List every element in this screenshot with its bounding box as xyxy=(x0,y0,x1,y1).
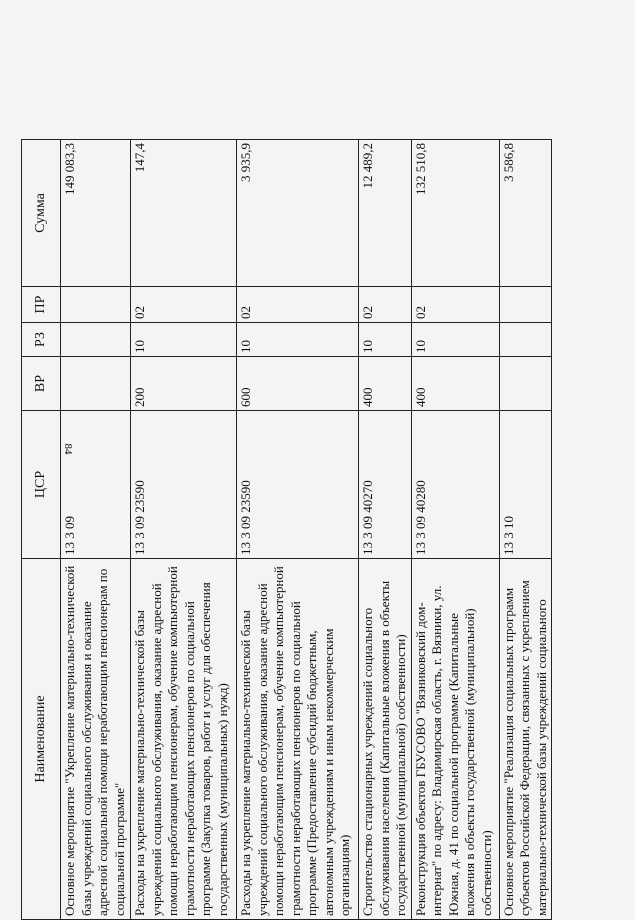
cell-vr: 400 xyxy=(411,357,499,411)
cell-sum: 3 586,8 xyxy=(499,140,552,287)
table-row xyxy=(499,140,552,920)
cell-vr xyxy=(499,357,552,411)
cell-vr: 600 xyxy=(237,357,359,411)
cell-csr: 13 3 09 40280 xyxy=(411,411,499,559)
table-row xyxy=(411,140,499,920)
cell-pr: 02 xyxy=(359,287,412,323)
table-row xyxy=(61,140,131,920)
cell-sum: 149 083,3 xyxy=(61,140,131,287)
header-rz: РЗ xyxy=(22,323,61,357)
cell-pr: 02 xyxy=(237,287,359,323)
cell-rz: 10 xyxy=(359,323,412,357)
cell-rz: 10 xyxy=(411,323,499,357)
cell-sum: 3 935,9 xyxy=(237,140,359,287)
cell-name: Основное мероприятие "Укрепление материально-технической базы учреждений социального обслуживания и оказание адресной социальной помощи неработающим пенсионерам по социальной программе" xyxy=(61,559,131,920)
cell-vr: 200 xyxy=(131,357,237,411)
cell-rz xyxy=(61,323,131,357)
header-sum: Сумма xyxy=(22,140,61,287)
table-row xyxy=(131,140,237,920)
cell-sum: 12 489,2 xyxy=(359,140,412,287)
table-row xyxy=(359,140,412,920)
cell-vr: 400 xyxy=(359,357,412,411)
cell-name: Расходы на укрепление материально-технической базы учреждений социального обслуживания, оказание адресной помощи неработающим пенсионерам, обучение компьютерной грамотности неработающих пенсионеров по социальной программе (Предоставление субсидий бюджетным, автономным учреждениям и иным некоммерческим организациям) xyxy=(237,559,359,920)
header-pr: ПР xyxy=(22,287,61,323)
cell-pr xyxy=(499,287,552,323)
header-csr: ЦСР xyxy=(22,411,61,559)
cell-name: Расходы на укрепление материально-технической базы учреждений социального обслуживания, оказание адресной помощи неработающим пенсионерам, обучение компьютерной грамотности неработающих пенсионеров по социальной программе (Закупка товаров, работ и услуг для обеспечения государственных (муниципальных) нужд) xyxy=(131,559,237,920)
header-row xyxy=(22,140,61,920)
cell-vr xyxy=(61,357,131,411)
cell-sum: 132 510,8 xyxy=(411,140,499,287)
cell-rz: 10 xyxy=(237,323,359,357)
cell-rz xyxy=(499,323,552,357)
table-row xyxy=(237,140,359,920)
rotated-table-wrapper xyxy=(21,140,549,920)
cell-csr: 13 3 09 23590 xyxy=(131,411,237,559)
cell-csr: 13 3 09 40270 xyxy=(359,411,412,559)
cell-pr xyxy=(61,287,131,323)
cell-csr: 13 3 09 23590 xyxy=(237,411,359,559)
cell-csr: 13 3 10 xyxy=(499,411,552,559)
cell-pr: 02 xyxy=(131,287,237,323)
cell-name: Реконструкция объектов ГБУСОВО "Вязниковский дом-интернат" по адресу: Владимирская область, г. Вязники, ул. Южная, д. 41 по социальной программе (Капитальные вложения в объекты государственной (муниципальной) собственности) xyxy=(411,559,499,920)
cell-rz: 10 xyxy=(131,323,237,357)
header-name: Наименование xyxy=(22,559,61,920)
cell-name: Основное мероприятие "Реализация социальных программ субъектов Российской Федерации, связанных с укреплением материально-технической базы учреждений социального xyxy=(499,559,552,920)
budget-table xyxy=(21,139,552,920)
cell-name: Строительство стационарных учреждений социального обслуживания населения (Капитальные вложения в объекты государственной (муниципальной) собственности) xyxy=(359,559,412,920)
cell-csr: 13 3 09 xyxy=(61,411,131,559)
cell-sum: 147,4 xyxy=(131,140,237,287)
header-vr: ВР xyxy=(22,357,61,411)
cell-pr: 02 xyxy=(411,287,499,323)
page-number: 84 xyxy=(62,443,74,455)
